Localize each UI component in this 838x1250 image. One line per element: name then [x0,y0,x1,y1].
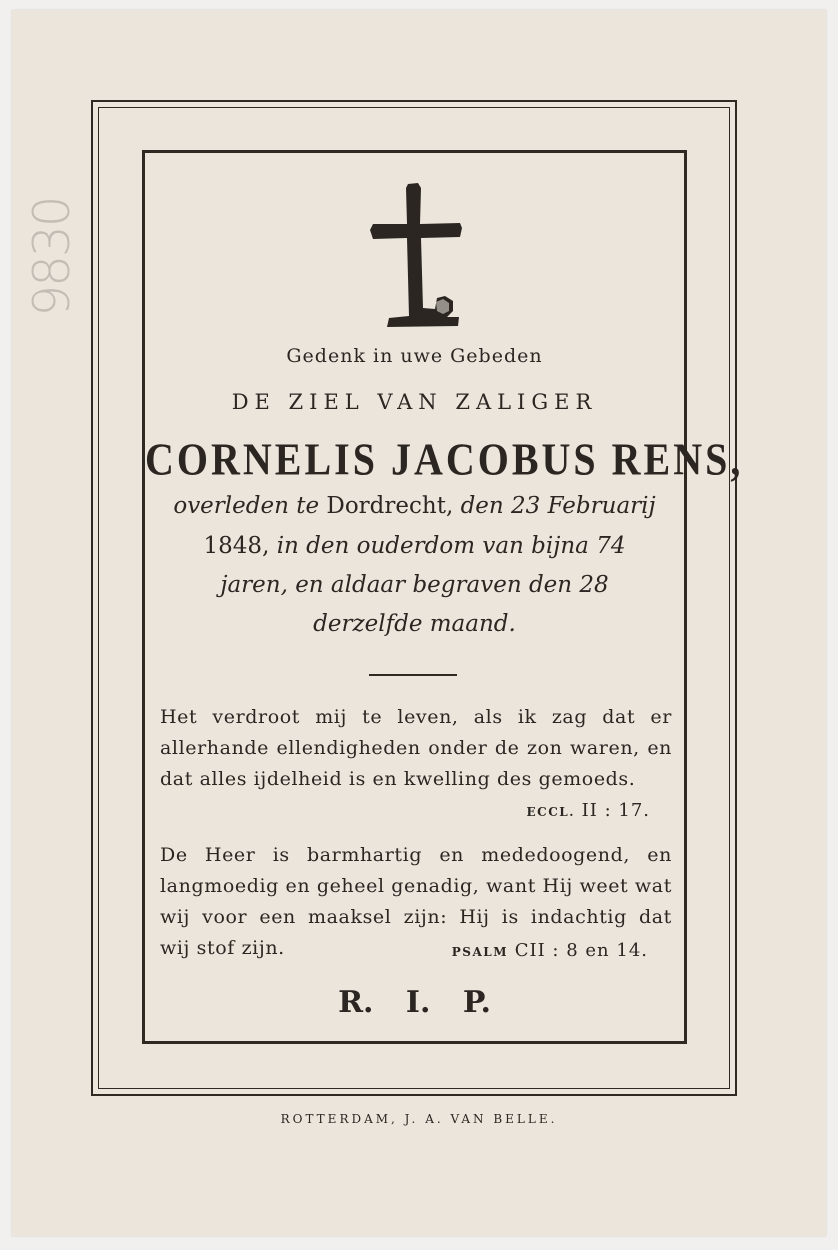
verse-line [160,840,672,871]
verse-word: Het [160,706,198,728]
verse-word: Hij [542,875,573,897]
verse-word: is [501,906,519,928]
verse-word: zijn: [403,906,448,928]
verse-word: zon [527,737,563,759]
verse-line [160,702,672,733]
verse-word: dat [602,706,636,728]
verse-word: de [494,737,520,759]
cross-icon [365,180,465,335]
verse-word: leven, [397,706,459,728]
verse-word: Hij [459,906,490,928]
verse-word: voor [202,906,248,928]
verse-word: maaksel [308,906,392,928]
printer-imprint: ROTTERDAM, J. A. VAN BELLE. [280,1112,558,1126]
verse-ecclesiastes [160,702,672,795]
verse-word: zag [551,706,588,728]
death-line-2: 1848, in den ouderdom van bijna 74 [203,533,626,559]
death-line-3: jaren, en aldaar begraven den 28 [220,572,609,598]
verse-line [160,902,672,933]
divider-rule [369,674,457,676]
verse-word: genadig, [391,875,480,897]
verse-word: wat [634,875,672,897]
verse-word: verdroot [212,706,301,728]
verse-word: indachtig [530,906,627,928]
verse-word: geheel [316,875,385,897]
verse-word: mededoogend, [481,844,631,866]
verse-word: langmoedig [160,875,279,897]
verse-word: De [160,844,188,866]
deceased-name: CORNELIS JACOBUS RENS, [145,433,744,485]
verse-word: wij [160,906,191,928]
verse-word: ellendigheden [276,737,421,759]
verse-word: weet [579,875,629,897]
verse-word: en [647,844,672,866]
verse-word: want [486,875,536,897]
verse-word: is [272,844,290,866]
verse-word: dat alles ijdelheid is en kwelling des gemoeds. [160,768,636,790]
verse-word: een [259,906,296,928]
verse-word: Heer [204,844,256,866]
verse-word: mij [315,706,347,728]
pencil-catalog-number: 9830 [23,197,81,317]
verse-word: te [362,706,383,728]
verse-reference-ecclesiastes: ECCL. II : 17. [526,800,650,821]
verse-word: allerhande [160,737,270,759]
rip-closing: R. I. P. [338,985,491,1020]
verse-word: onder [428,737,488,759]
verse-line [160,871,672,902]
intro-text: Gedenk in uwe Gebeden [286,345,543,367]
verse-word: wij stof zijn. [160,937,285,959]
verse-word: dat [638,906,672,928]
death-line-1: overleden te Dordrecht, den 23 Februarij [173,493,656,519]
verse-word: waren, [570,737,640,759]
verse-word: als [473,706,503,728]
verse-reference-psalm: PSALM CII : 8 en 14. [451,940,648,961]
verse-word: er [650,706,672,728]
verse-word: en [285,875,311,897]
soul-line: DE ZIEL VAN ZALIGER [231,390,598,414]
verse-word: ik [517,706,537,728]
verse-word: en [647,737,672,759]
verse-word: barmhartig [306,844,423,866]
death-line-4: derzelfde maand. [313,611,516,637]
verse-word: en [439,844,465,866]
verse-line [160,764,672,795]
verse-line [160,733,672,764]
